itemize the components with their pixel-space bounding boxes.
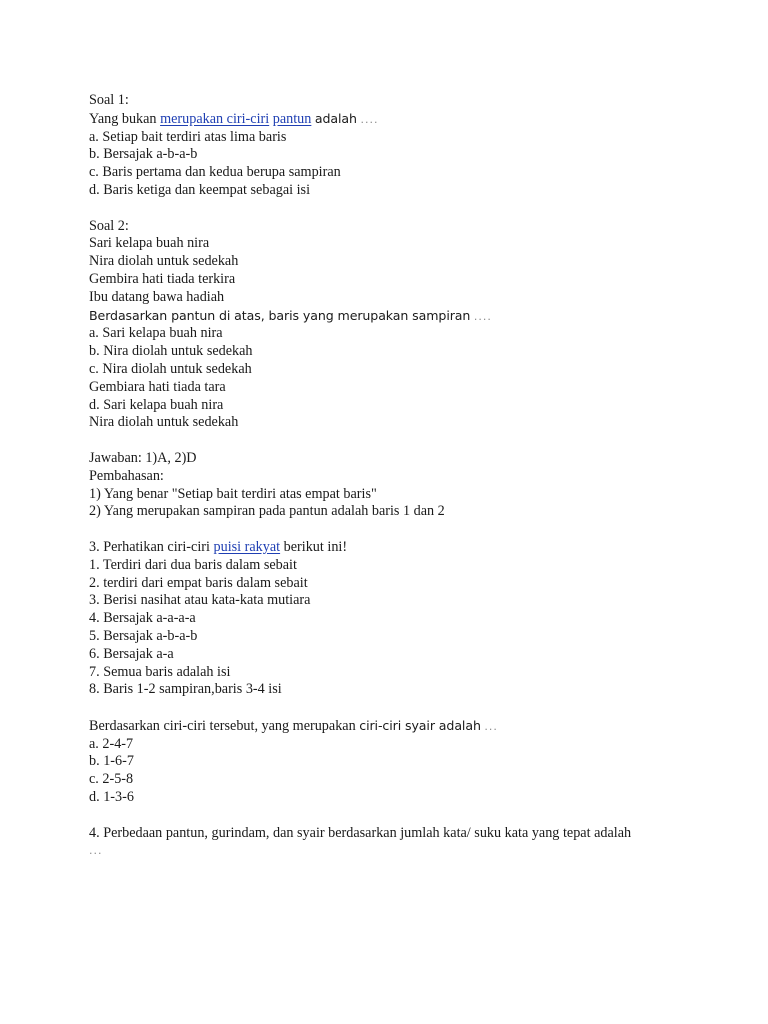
soal2-option-c-cont: Gembiara hati tiada tara [89, 378, 226, 395]
explanation-1: 1) Yang benar "Setiap bait terdiri atas empat baris" [89, 485, 377, 502]
soal1-option-b: b. Bersajak a-b-a-b [89, 146, 198, 163]
soal2-heading: Soal 2: [89, 217, 129, 234]
soal2-option-d: d. Sari kelapa buah nira [89, 396, 224, 413]
soal3-question [89, 717, 729, 736]
soal3-ellipsis: ... [484, 719, 498, 733]
soal2-question [89, 307, 729, 326]
link-pantun[interactable]: pantun [272, 110, 312, 127]
soal1-question [89, 110, 729, 129]
soal3-item-7: 7. Semua baris adalah isi [89, 663, 231, 680]
soal4-question: 4. Perbedaan pantun, gurindam, dan syair berdasarkan jumlah kata/ suku kata yang tepat adalah [89, 824, 632, 841]
soal4-ellipsis: ... [89, 844, 103, 858]
link-ciri-ciri[interactable]: merupakan ciri-ciri [160, 110, 270, 127]
soal3-option-c: c. 2-5-8 [89, 771, 134, 788]
soal3-item-2: 2. terdiri dari empat baris dalam sebait [89, 574, 308, 591]
soal1-option-a: a. Setiap bait terdiri atas lima baris [89, 128, 287, 145]
soal3-item-3: 3. Berisi nasihat atau kata-kata mutiara [89, 592, 311, 609]
explanation-2: 2) Yang merupakan sampiran pada pantun adalah baris 1 dan 2 [89, 503, 445, 520]
soal3-intro [89, 539, 729, 557]
soal3-question-prefix: Berdasarkan ciri-ciri tersebut, yang merupakan [89, 717, 356, 734]
soal2-ellipsis: .... [473, 309, 492, 323]
answer-key: Jawaban: 1)A, 2)D [89, 449, 197, 466]
soal1-heading: Soal 1: [89, 92, 129, 108]
soal1-question-suffix: adalah [314, 110, 357, 126]
soal2-poem-line-2: Nira diolah untuk sedekah [89, 253, 239, 270]
soal2-question-text: Berdasarkan pantun di atas, baris yang merupakan sampiran [89, 307, 471, 323]
soal3-item-1: 1. Terdiri dari dua baris dalam sebait [89, 556, 297, 573]
soal3-option-b: b. 1-6-7 [89, 753, 134, 770]
soal2-option-c: c. Nira diolah untuk sedekah [89, 360, 252, 377]
pembahasan-label: Pembahasan: [89, 467, 164, 484]
soal2-option-d-cont: Nira diolah untuk sedekah [89, 414, 239, 431]
soal1-ellipsis: .... [360, 112, 379, 126]
soal3-item-6: 6. Bersajak a-a [89, 645, 174, 662]
soal3-question-sans: ciri-ciri syair adalah [359, 717, 481, 733]
soal3-item-4: 4. Bersajak a-a-a-a [89, 610, 196, 627]
soal3-item-5: 5. Bersajak a-b-a-b [89, 627, 198, 644]
soal2-poem-line-3: Gembira hati tiada terkira [89, 270, 236, 287]
soal2-poem-line-4: Ibu datang bawa hadiah [89, 288, 225, 305]
document-page [89, 92, 729, 860]
soal2-poem-line-1: Sari kelapa buah nira [89, 235, 210, 252]
soal3-option-a: a. 2-4-7 [89, 735, 134, 752]
soal3-intro-prefix: 3. Perhatikan ciri-ciri [89, 538, 210, 555]
soal3-item-8: 8. Baris 1-2 sampiran,baris 3-4 isi [89, 681, 282, 698]
soal1-question-prefix: Yang bukan [89, 110, 157, 127]
soal1-option-c: c. Baris pertama dan kedua berupa sampiran [89, 164, 341, 181]
soal2-option-a: a. Sari kelapa buah nira [89, 325, 223, 342]
soal3-option-d: d. 1-3-6 [89, 789, 134, 806]
soal3-intro-suffix: berikut ini! [283, 538, 348, 555]
link-puisi-rakyat[interactable]: puisi rakyat [213, 538, 281, 555]
soal4-ellipsis-line [89, 842, 729, 860]
soal1-option-d: d. Baris ketiga dan keempat sebagai isi [89, 181, 311, 198]
soal2-option-b: b. Nira diolah untuk sedekah [89, 343, 253, 360]
